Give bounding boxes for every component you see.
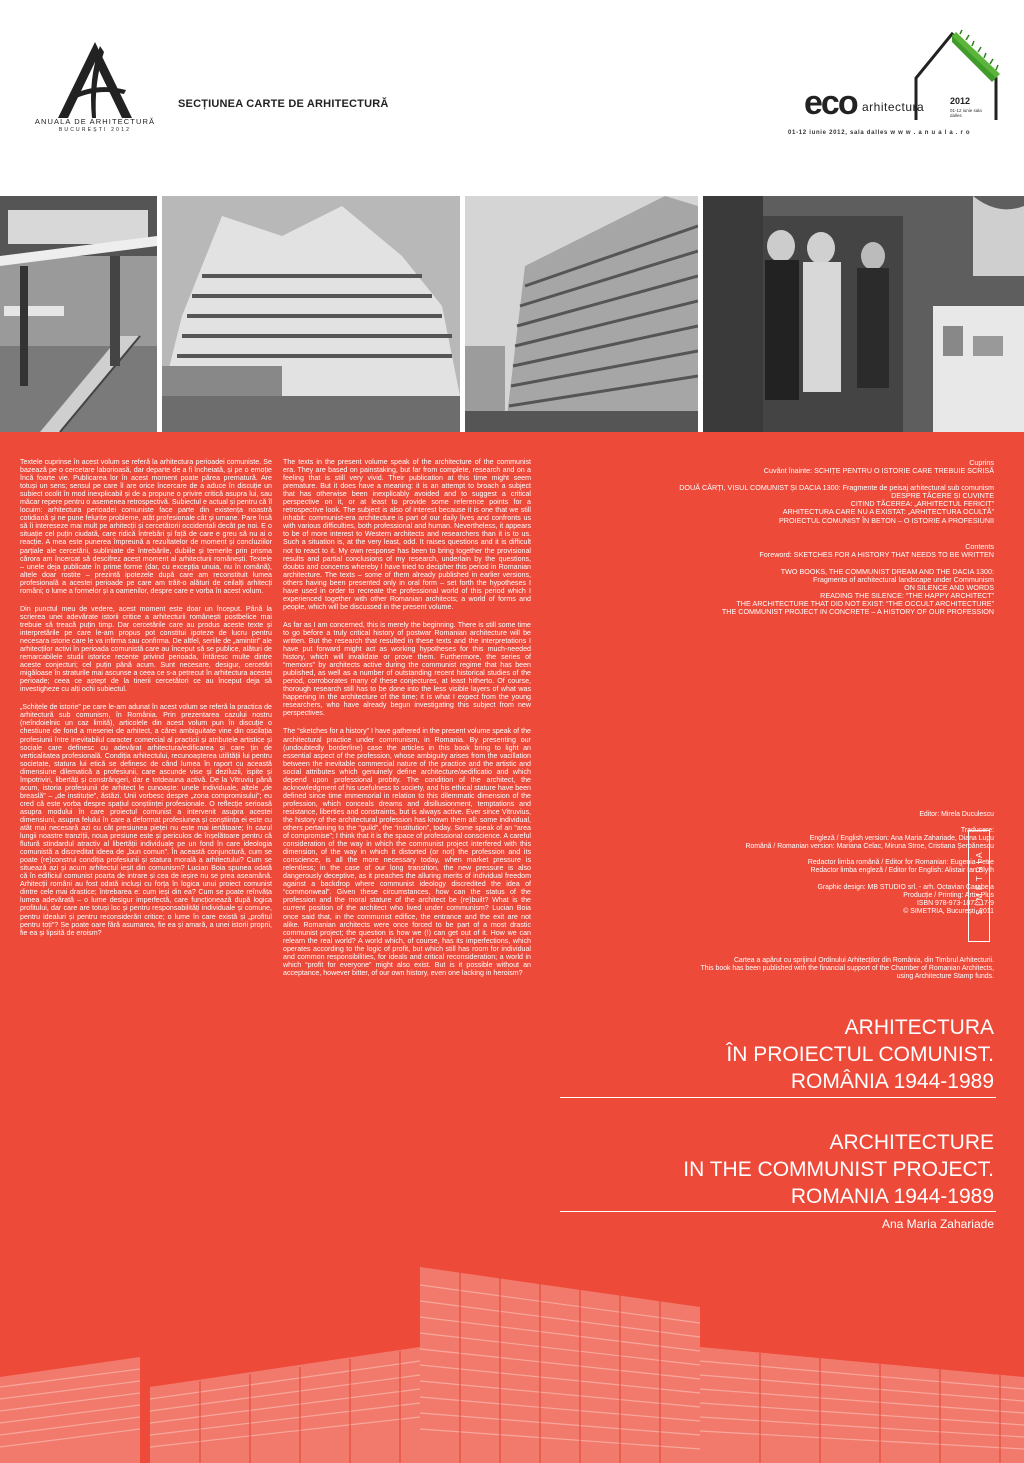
credit-copyright: © SIMETRIA, București, 2011 (903, 907, 994, 915)
paragraph: Din punctul meu de vedere, acest moment este doar un început. Până la scrierea unei adevărate istorii critice a arhitecturii românești postbelice mai trebuie să treacă puțin timp. Dar cercetările care au produs aceste texte și interpretările pe care le-am propus pot constitui ipoteze de lucru pentru necesara istorie care le va infirma sau confirma. De altfel, seriile de „amintiri” ale arhitecților activi în perioada comunistă care au început să se publice, alături de remarcabilele studii istorice recente privind perioada, întăresc multe dintre aceste conjecturi; cel puțin până acum. Sunt necesare, desigur, cercetări migăloase în straturile mai ascunse a ceea ce s-a petrecut în arhitectura acestei perioade; ceea ce aștept de la tinerii cercetători ce au început deja să investigheze cu alți ochi subiectul. (20, 604, 272, 694)
apartment-blocks-illustration (0, 1237, 1024, 1463)
credit-editor-en: Redactor limba engleză / Editor for English: Alistair Ian Blyth (810, 867, 994, 875)
title-line: ÎN PROIECTUL COMUNIST. (726, 1043, 994, 1066)
title-line: IN THE COMMUNIST PROJECT. (683, 1158, 994, 1181)
poster-red-panel (0, 432, 1024, 1463)
contents-item: ON SILENCE AND WORDS (904, 583, 994, 593)
intro-text-english (283, 458, 531, 987)
title-line: ROMANIA 1944-1989 (790, 1185, 994, 1208)
photo-interior-staircase (0, 196, 157, 432)
photo-official-visit (703, 196, 1024, 432)
simetria-label: SIMETRIA (974, 849, 984, 915)
funding-ro: Cartea a apărut cu sprijinul Ordinului Arhitecților din România, din Timbrul Arhitecturii. (733, 957, 994, 964)
title-divider (560, 1211, 996, 1212)
book-author: Ana Maria Zahariade (881, 1217, 994, 1231)
eco-arhitectura-logo (800, 28, 1000, 138)
paragraph: The texts in the present volume speak of the architecture of the communist era. They are based on painstaking, but far from complete, research and on a feeling that is still very vivid. Their publication at this time might seem premature. But it does have a meaning: it is an attempt to broach a subject that has otherwise been inexplicably avoided and to suggest a critical perspective on it, or at least to provide some reference points for a retrospective look. The subject is also of interest because it is one that we still inhabit: communist-era architecture is part of our daily lives and confronts us with various difficulties, both professional and human. Nevertheless, it appears to be of more interest to Western architects and researchers than it is to us. Such a situation is, at the very least, odd. It raises questions and it is difficult not to react to it. My own response has been to bring together the provisional results and partial conclusions of my research, underlain by the questions, doubts and concerns whereby I have tried to decipher this period in Romanian architecture. The texts – some of them already published in earlier versions, others having been presented only in oral form – set forth the hypotheses I have used in order to recreate the professional world of this period which I experienced together with other Romanian architects; a world of forms and people, which will be discussed in the present volume. (283, 458, 531, 611)
funding-en-2: using Architecture Stamp funds. (896, 973, 994, 980)
intro-text-romanian (20, 458, 272, 947)
table-of-contents (560, 459, 994, 616)
event-dates: 01-12 iunie 2012, sala dalles w w w . a n u a l a . r o (788, 130, 971, 136)
book-title-english (560, 1129, 994, 1210)
photo-apartment-blocks (465, 196, 698, 432)
contents-item: PROIECTUL COMUNIST ÎN BETON – O ISTORIE A PROFESIUNII (779, 515, 994, 525)
credit-editor-ro: Redactor limba română / Editor for Romanian: Eugenia Petre (807, 859, 994, 867)
logo-name: ANUALA DE ARHITECTURĂ (34, 117, 156, 126)
contents-item: Foreword: SKETCHES FOR A HISTORY THAT NEEDS TO BE WRITTEN (759, 549, 994, 559)
credit-isbn: ISBN 978-973-1872-17-9 (917, 899, 994, 907)
contents-item: THE ARCHITECTURE THAT DID NOT EXIST: “THE OCCULT ARCHITECTURE” (736, 599, 994, 609)
contents-item: READING THE SILENCE: “THE HAPPY ARCHITECT” (820, 591, 994, 601)
eco-sub: arhitectura (862, 100, 925, 114)
credit-translation-en: Engleză / English version: Ana Maria Zahariade, Diana Lupu (809, 835, 994, 843)
paragraph: The “sketches for a history” I have gathered in the present volume speak of the architectural practice under communism, in Romania. By presenting our (undoubtedly borderline) case the articles in this book bring to light an essential aspect of the profession, whose ambiguity arises from the vacillation between the inevitable commercial nature of the practice and the artistic and social attributes which genuinely define architecture/aedificatio and which depend upon professional probity. The condition of the architect, the acknowledgment of his usefulness to society, and his ethical stature have been defined since time immemorial in relation to this dilemmatic dimension of the profession, which conceals dreams and disillusionment, temptations and resistance, liberties and constraints, but is always active. Ever since Vitruvius, the history of the architectural profession has known them all: some individual, others pertaining to the “guild”, the “institution”, today. Some speak of an “area of compromise”; I think that it is the space of professional conscience. A careful consideration of the way in which the communist project interfered with this dimension, of the way in which it distorted (or not) the profession and its conscience, is all the more necessary today, when market pressure is relentless; in the case of our long transition, the new pressure is also dangerously deceptive, as it preaches the alluring merits of individual freedom against a backdrop where communist ideology discredited the idea of “commonweal”. Given these circumstances, how can the status of the profession and the moral stature of the architect be (re)built? What is the current position of the architect who lived under communism? Lucian Boia once said that, in the communist edifice, the entrance and the exit are not alike. Romanian architects were once forced to be part of a most drastic communist project; the question is how we (!) can get out of it. How we can relearn the real world? A world which, of course, has its imperfections, which operates according to the logic of profit, but which still has room for individual and common responsibilities, for ideals and critical reconsideration; a world in which “profit for everyone” might also exist. But is it possible without an acceptance, however bitter, of our own history, even one lacking in heroism? (283, 727, 531, 977)
title-line: ARHITECTURA (844, 1016, 994, 1039)
eco-year: 2012 (950, 96, 971, 106)
contents-item: CITIND TĂCEREA: „ARHITECTUL FERICIT” (850, 499, 994, 509)
contents-item: DOUĂ CĂRȚI, VISUL COMUNIST ȘI DACIA 1300: Fragmente de peisaj arhitectural sub comunism (679, 483, 994, 493)
paragraph: As far as I am concerned, this is merely the beginning. There is still some time to go before a truly critical history of postwar Romanian architecture will be written. But the research that resulted in these texts and the interpretations I have put forward might act as working hypotheses for this much-needed history, which will invalidate or prove them. Furthermore, the series of “memoirs” by architects active during the communist regime that has been published, as well as a number of outstanding recent historical studies of the period, corroborates many of these conjectures, at least hitherto. Of course, thorough research still has to be done into the less visible layers of what was happening in the architecture of the time; it is what I expect from the young researchers, who have already begun investigating this subject from new perspectives. (283, 620, 531, 718)
eco-year-sub: 01-12 iunie sala dalles (950, 108, 982, 118)
credit-translation-heading: Traducere: (960, 827, 994, 835)
contents-item: ARHITECTURA CARE NU A EXISTAT: „ARHITECTURA OCULTĂ” (782, 507, 994, 517)
contents-heading-ro: Cuprins (969, 458, 994, 467)
photo-terraced-hotel (162, 196, 460, 432)
anuala-logo-text (34, 117, 156, 135)
eco-word: eco (804, 84, 857, 122)
funding-en-1: This book has been published with the financial support of the Chamber of Romanian Architects, (700, 965, 994, 972)
title-divider (560, 1097, 996, 1098)
title-line: ROMÂNIA 1944-1989 (790, 1070, 994, 1093)
paragraph: Textele cuprinse în acest volum se referă la arhitectura perioadei comuniste. Se bazează pe o cercetare laborioasă, dar departe de a fi încheiată, și pe o emoție încă foarte vie. Publicarea lor în acest moment poate părea prematură. Are totuși un sens; sensul pe care îl are orice încercare de a aduce în discuție un subiect ocolit în mod inexplicabil și de a propune o privire critică asupra lui, sau măcar repere pentru o asemenea retrospectivă. Subiectul e actual și pentru că îl locuim: arhitectura perioadei comuniste face parte din existența noastră cotidiană și ne pune felurite probleme, atât profesionale cât și umane. Pare însă să îi intereseze mai mult pe arhitecții și cercetătorii occidentali decât pe noi. E o situație cel puțin ciudată, care ridică întrebări și față de care e greu să nu ai o reacție. A mea este punerea împreună a rezultatelor de moment și concluziilor parțiale ale cercetării, subliniate de întrebările, dubiile și temerile prin prisma cărora am încercat să descifrez acest moment al arhitecturii românești. Textele – unele deja publicate în prime forme (dar, cu excepția unuia, nu în română), altele doar rostite – prezintă ipotezele după care am reconstituit lumea profesională a acestei perioade pe care am trăit-o alături de ceilalți arhitecți români; o lume a formelor și a oamenilor, despre care e vorba în acest volum. (20, 458, 272, 595)
book-credits (560, 811, 994, 916)
credit-translation-ro: Română / Romanian version: Mariana Celac, Miruna Stroe, Cristiana Șerbănescu (745, 843, 994, 851)
section-title: SECȚIUNEA CARTE DE ARHITECTURĂ (178, 98, 389, 110)
title-line: ARCHITECTURE (829, 1131, 994, 1154)
credit-design: Graphic design: MB STUDIO srl. - arh. Octavian Carabela (817, 883, 994, 891)
paragraph: „Schițele de istorie” pe care le-am adunat în acest volum se referă la practica de arhitectură sub comunism, în România. Prin prezentarea cazului nostru (neîndoielnic un caz limită), articolele din acest volum pun în discuție o chestiune de fond a meseriei de arhitect, a cărei ambiguitate vine din oscilația profesiunii între inevitabilul caracter comercial al practicii și atributele artistice și sociale care definesc cu adevărat arhitectura/edificarea și care țin de verticalitatea profesională. Condiția arhitectului, recunoașterea utilității lui pentru societate, statura lui etică se definesc de când lumea în raport cu această dimensiune dilematică a profesiunii, care ascunde vise și deziluzii, ispite și împotriviri, libertăți și constrângeri, dar e totdeauna activă. De la Vitruviu până acum, istoria profesiunii de arhitect le cunoaște: unele individuale, altele „de breaslă” – „de instituție”, ăstăzi. Unii vorbesc despre „zona compromisului”; eu cred că este vorba despre spațiul conștiinței profesionale. O reflecție serioasă asupra modului în care proiectul comunist a intervenit asupra acestei dimensiuni, asupra felului în care a deformat profesiunea și conștiința ei este cu atât mai necesară azi cu cât presiunea pieței nu este mai iertătoare; în cazul lungii noastre tranziții, noua presiune este și periculos de înșelătoare pentru că flutură stindardul atractiv al libertății individuale pe un fond în care ideologia comunistă a discreditat ideea de „bun comun”. În această conjunctură, cum se poate (re)construi condiția profesiunii și statura morală a arhitectului? Cum se situează azi și acum arhitectul ieșit din comunism? Lucian Boia spunea odată că în edificiul comunist poarta de intrare și cea de ieșire nu se prea aseamănă. Arhitecții români au fost odată incluși cu forța în logica unui proiect comunist dintre cele mai drastice; întrebarea e: cum ieși din ea? Cum se poate reînvăța lumea adevărată – o lume desigur imperfectă, care funcționează după logica profitului, dar care are totuși loc și pentru responsabilități individuale și comune, pentru idealuri și pentru reconsiderări critice; o lume în care există și „profitul pentru toți”? Se poate oare fără asumarea, fie ea și amară, a unei istorii proprii, fie ea și lipsită de eroism? (20, 703, 272, 937)
funding-note (560, 957, 994, 981)
contents-heading-en: Contents (965, 541, 994, 551)
contents-item: Fragments of architectural landscape under Communism (813, 574, 994, 584)
contents-item: TWO BOOKS, THE COMMUNIST DREAM AND THE DACIA 1300: (780, 566, 994, 576)
photo-strip (0, 196, 1024, 432)
contents-item: Cuvânt înainte: SCHIȚE PENTRU O ISTORIE CARE TREBUIE SCRISĂ (763, 466, 994, 476)
book-title-romanian (560, 1014, 994, 1095)
logo-city: BUCUREȘTI 2012 (58, 127, 132, 133)
contents-item: THE COMMUNIST PROJECT IN CONCRETE – A HISTORY OF OUR PROFESSION (721, 607, 994, 617)
credit-printing: Producție / Printing: Artix Plus (903, 891, 994, 899)
simetria-badge (968, 830, 990, 942)
poster-header (0, 0, 1024, 190)
contents-item: DESPRE TĂCERE ȘI CUVINTE (891, 491, 994, 501)
credit-editor: Editor: Mirela Duculescu (919, 811, 994, 818)
